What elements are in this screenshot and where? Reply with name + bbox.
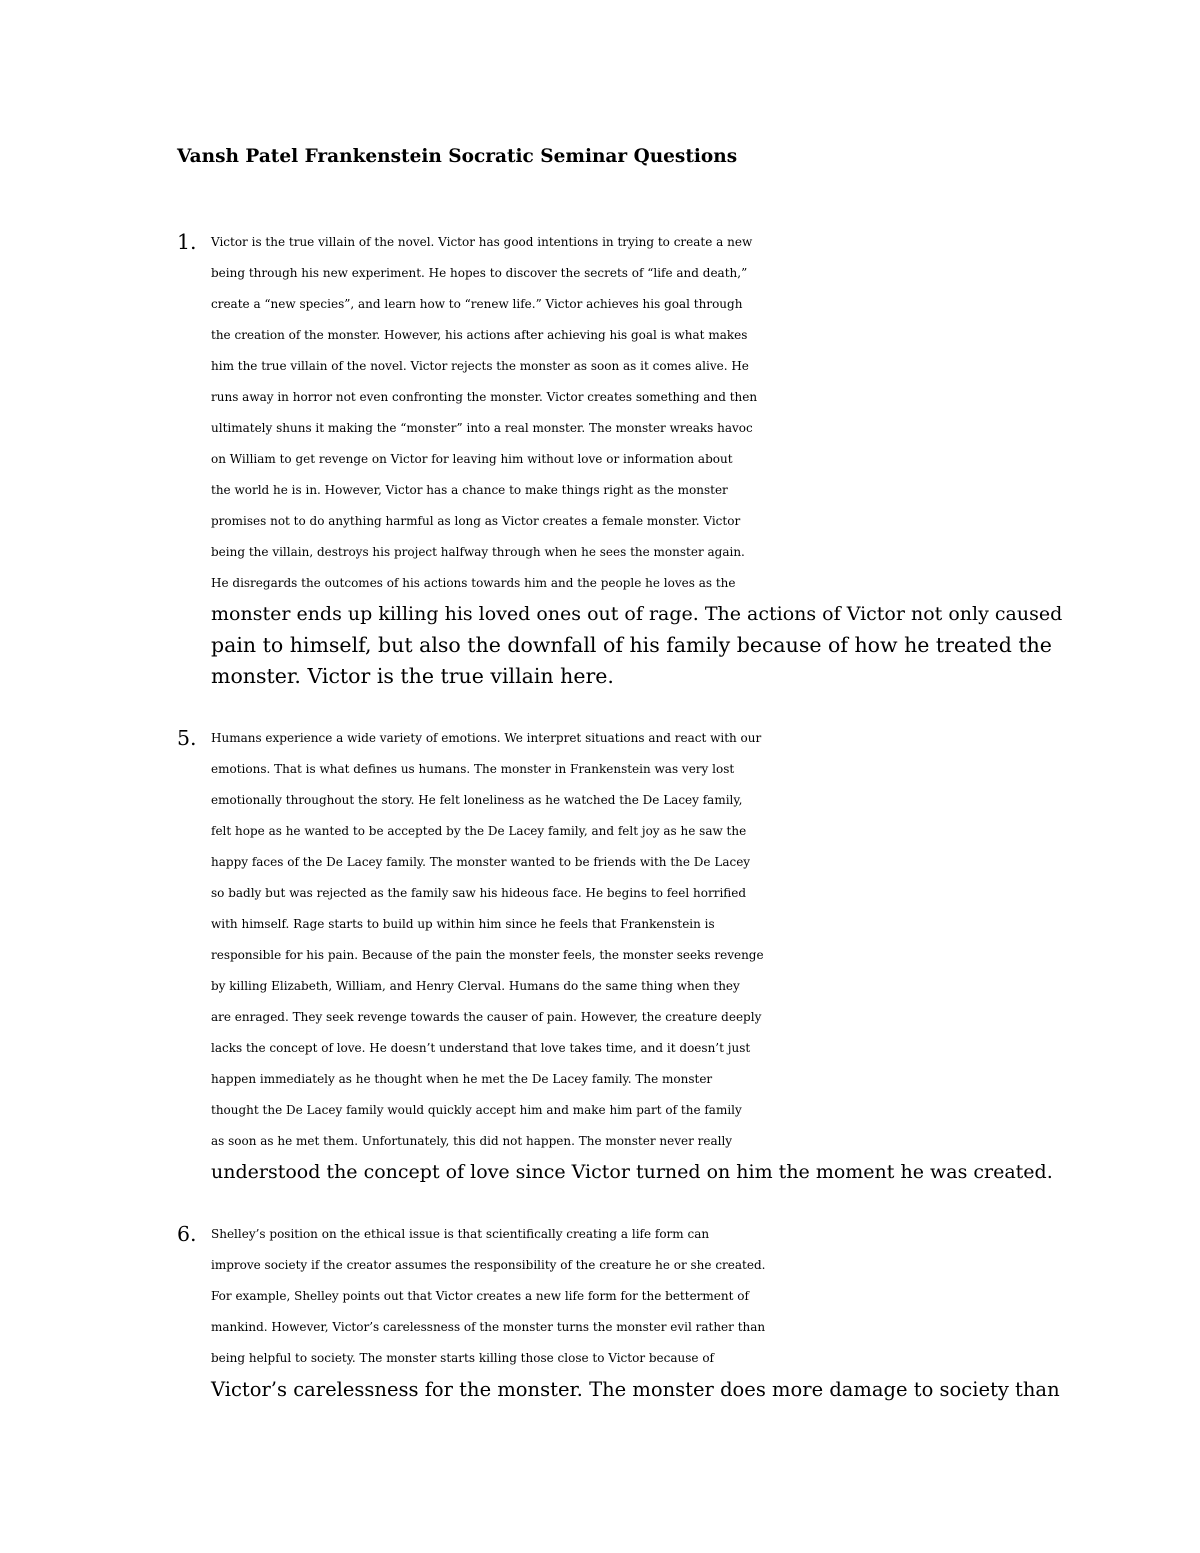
text-line: emotions. That is what defines us humans. The monster in Frankenstein was very lost [211,762,735,776]
text-line: so badly but was rejected as the family saw his hideous face. He begins to feel horrified [211,886,747,900]
text-line: happy faces of the De Lacey family. The monster wanted to be friends with the De Lacey [211,855,751,869]
text-line: lacks the concept of love. He doesn’t understand that love takes time, and it doesn’t just [211,1041,751,1055]
question-answer-text [211,1219,1060,1405]
question-number: 5. [177,726,197,750]
text-line: on William to get revenge on Victor for leaving him without love or information about [211,452,733,466]
text-line: ultimately shuns it making the “monster” into a real monster. The monster wreaks havoc [211,421,753,435]
text-line: runs away in horror not even confronting the monster. Victor creates something and then [211,390,758,404]
text-line: Shelley’s position on the ethical issue is that scientifically creating a life form can [211,1227,710,1241]
text-line: create a “new species”, and learn how to “renew life.” Victor achieves his goal through [211,297,743,311]
text-line: thought the De Lacey family would quickly accept him and make him part of the family [211,1103,742,1117]
text-line: He disregards the outcomes of his actions towards him and the people he loves as the [211,576,736,590]
text-line: monster ends up killing his loved ones out of rage. The actions of Victor not only caused [211,603,1063,625]
text-line: understood the concept of love since Victor turned on him the moment he was created. [211,1161,1053,1183]
text-line: by killing Elizabeth, William, and Henry Clerval. Humans do the same thing when they [211,979,740,993]
text-line: Victor is the true villain of the novel. Victor has good intentions in trying to create a new [211,235,753,249]
text-line: pain to himself, but also the downfall of his family because of how he treated the [211,633,1052,657]
question-answer-text [211,723,1053,1188]
question-number: 1. [177,230,197,254]
text-line: mankind. However, Victor’s carelessness of the monster turns the monster evil rather than [211,1320,766,1334]
text-line: promises not to do anything harmful as long as Victor creates a female monster. Victor [211,514,741,528]
text-line: responsible for his pain. Because of the pain the monster feels, the monster seeks revenge [211,948,764,962]
text-line: Victor’s carelessness for the monster. The monster does more damage to society than [211,1378,1060,1401]
text-line: with himself. Rage starts to build up within him since he feels that Frankenstein is [211,917,715,931]
document-title: Vansh Patel Frankenstein Socratic Seminar Questions [177,146,738,167]
text-line: felt hope as he wanted to be accepted by the De Lacey family, and felt joy as he saw the [211,824,747,838]
question-number: 6. [177,1222,197,1246]
text-line: Humans experience a wide variety of emotions. We interpret situations and react with our [211,731,762,745]
question-answer-text [211,227,1062,692]
text-line: being through his new experiment. He hopes to discover the secrets of “life and death,” [211,266,748,280]
text-line: him the true villain of the novel. Victor rejects the monster as soon as it comes alive. He [211,359,749,373]
text-line: are enraged. They seek revenge towards the causer of pain. However, the creature deeply [211,1010,762,1024]
text-line: being the villain, destroys his project halfway through when he sees the monster again. [211,545,745,559]
text-line: the creation of the monster. However, his actions after achieving his goal is what makes [211,328,748,342]
text-line: happen immediately as he thought when he met the De Lacey family. The monster [211,1072,713,1086]
text-line: monster. Victor is the true villain here. [211,664,614,688]
text-line: as soon as he met them. Unfortunately, this did not happen. The monster never really [211,1134,733,1148]
text-line: emotionally throughout the story. He felt loneliness as he watched the De Lacey family, [211,793,743,807]
text-line: being helpful to society. The monster starts killing those close to Victor because of [211,1351,714,1365]
text-line: improve society if the creator assumes the responsibility of the creature he or she created. [211,1258,766,1272]
text-line: the world he is in. However, Victor has a chance to make things right as the monster [211,483,728,497]
text-line: For example, Shelley points out that Victor creates a new life form for the betterment of [211,1289,749,1303]
